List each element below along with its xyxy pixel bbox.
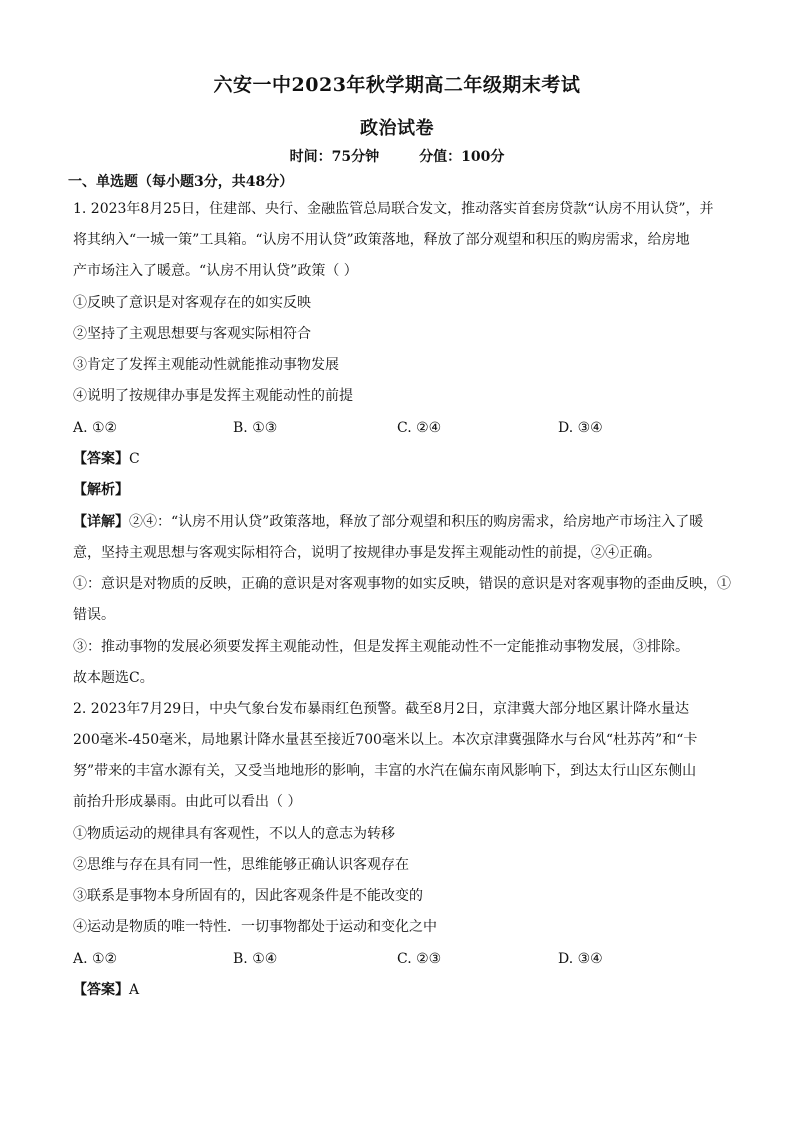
q2-statement: ④运动是物质的唯一特性．一切事物都处于运动和变化之中 <box>73 919 437 935</box>
q2-option-a: A. ①② <box>73 951 118 967</box>
q2-option-b: B. ①④ <box>233 951 278 967</box>
q1-option-c: C. ②④ <box>397 420 442 436</box>
q1-option-a: A. ①② <box>73 420 118 436</box>
q2-statement: ③联系是事物本身所固有的，因此客观条件是不能改变的 <box>73 888 423 904</box>
q1-stem-line: 产市场注入了暖意。“认房不用认贷”政策（ ） <box>73 263 358 279</box>
q1-analysis-tag: 【解析】 <box>73 482 129 498</box>
q1-detail-line: ③：推动事物的发展必须要发挥主观能动性，但是发挥主观能动性不一定能推动事物发展，③排除。 <box>73 639 689 655</box>
exam-title: 六安一中2023年秋学期高二年级期末考试 <box>213 74 581 96</box>
q1-detail-line: 错误。 <box>73 607 115 623</box>
q1-stem-line: 1. 2023年8月25日，住建部、央行、金融监管总局联合发文，推动落实首套房贷款“认房不用认贷”，并 <box>73 201 714 217</box>
q2-option-d: D. ③④ <box>558 951 603 967</box>
q2-stem-line: 努”带来的丰富水源有关，又受当地地形的影响，丰富的水汽在偏东南风影响下，到达太行山区东侧山 <box>73 763 697 779</box>
q2-option-c: C. ②③ <box>397 951 442 967</box>
q1-option-d: D. ③④ <box>558 420 603 436</box>
answer-tag: 【答案】 <box>73 451 129 467</box>
q1-option-b: B. ①③ <box>233 420 278 436</box>
detail-tag: 【详解】 <box>73 514 129 530</box>
q2-statement: ①物质运动的规律具有客观性，不以人的意志为转移 <box>73 826 395 842</box>
exam-time: 时间：75分钟 <box>289 149 380 165</box>
q2-stem-line: 前抬升形成暴雨。由此可以看出（ ） <box>73 794 302 810</box>
detail-text: ②④：“认房不用认贷”政策落地，释放了部分观望和积压的购房需求，给房地产市场注入了暖 <box>129 514 704 530</box>
q1-detail-line: ①：意识是对物质的反映，正确的意识是对客观事物的如实反映，错误的意识是对客观事物的歪曲反映，① <box>73 576 731 592</box>
q1-answer <box>73 449 733 469</box>
q1-stem-line: 将其纳入“一城一策”工具箱。“认房不用认贷”政策落地，释放了部分观望和积压的购房需求，给房地 <box>73 232 690 248</box>
exam-meta <box>0 146 794 166</box>
q1-detail-line: 意，坚持主观思想与客观实际相符合，说明了按规律办事是发挥主观能动性的前提，②④正确。 <box>73 545 661 561</box>
q1-statement: ④说明了按规律办事是发挥主观能动性的前提 <box>73 388 353 404</box>
exam-subject: 政治试卷 <box>360 118 434 139</box>
section-heading: 一、单选题（每小题3分，共48分） <box>68 174 294 190</box>
q1-detail-line: 故本题选C。 <box>73 670 154 686</box>
answer-value: A <box>129 982 140 998</box>
q1-statement: ②坚持了主观思想要与客观实际相符合 <box>73 326 311 342</box>
q2-stem-line: 2. 2023年7月29日，中央气象台发布暴雨红色预警。截至8月2日，京津冀大部分地区累计降水量达 <box>73 701 689 717</box>
q2-stem-line: 200毫米-450毫米，局地累计降水量甚至接近700毫米以上。本次京津冀强降水与台风“杜苏芮”和“卡 <box>73 732 698 748</box>
q2-answer <box>73 980 733 1000</box>
q1-detail-line <box>73 512 733 532</box>
answer-value: C <box>129 451 140 467</box>
exam-score: 分值：100分 <box>419 149 505 165</box>
answer-tag: 【答案】 <box>73 982 129 998</box>
q2-statement: ②思维与存在具有同一性，思维能够正确认识客观存在 <box>73 857 409 873</box>
q1-statement: ①反映了意识是对客观存在的如实反映 <box>73 295 311 311</box>
q1-statement: ③肯定了发挥主观能动性就能推动事物发展 <box>73 357 339 373</box>
